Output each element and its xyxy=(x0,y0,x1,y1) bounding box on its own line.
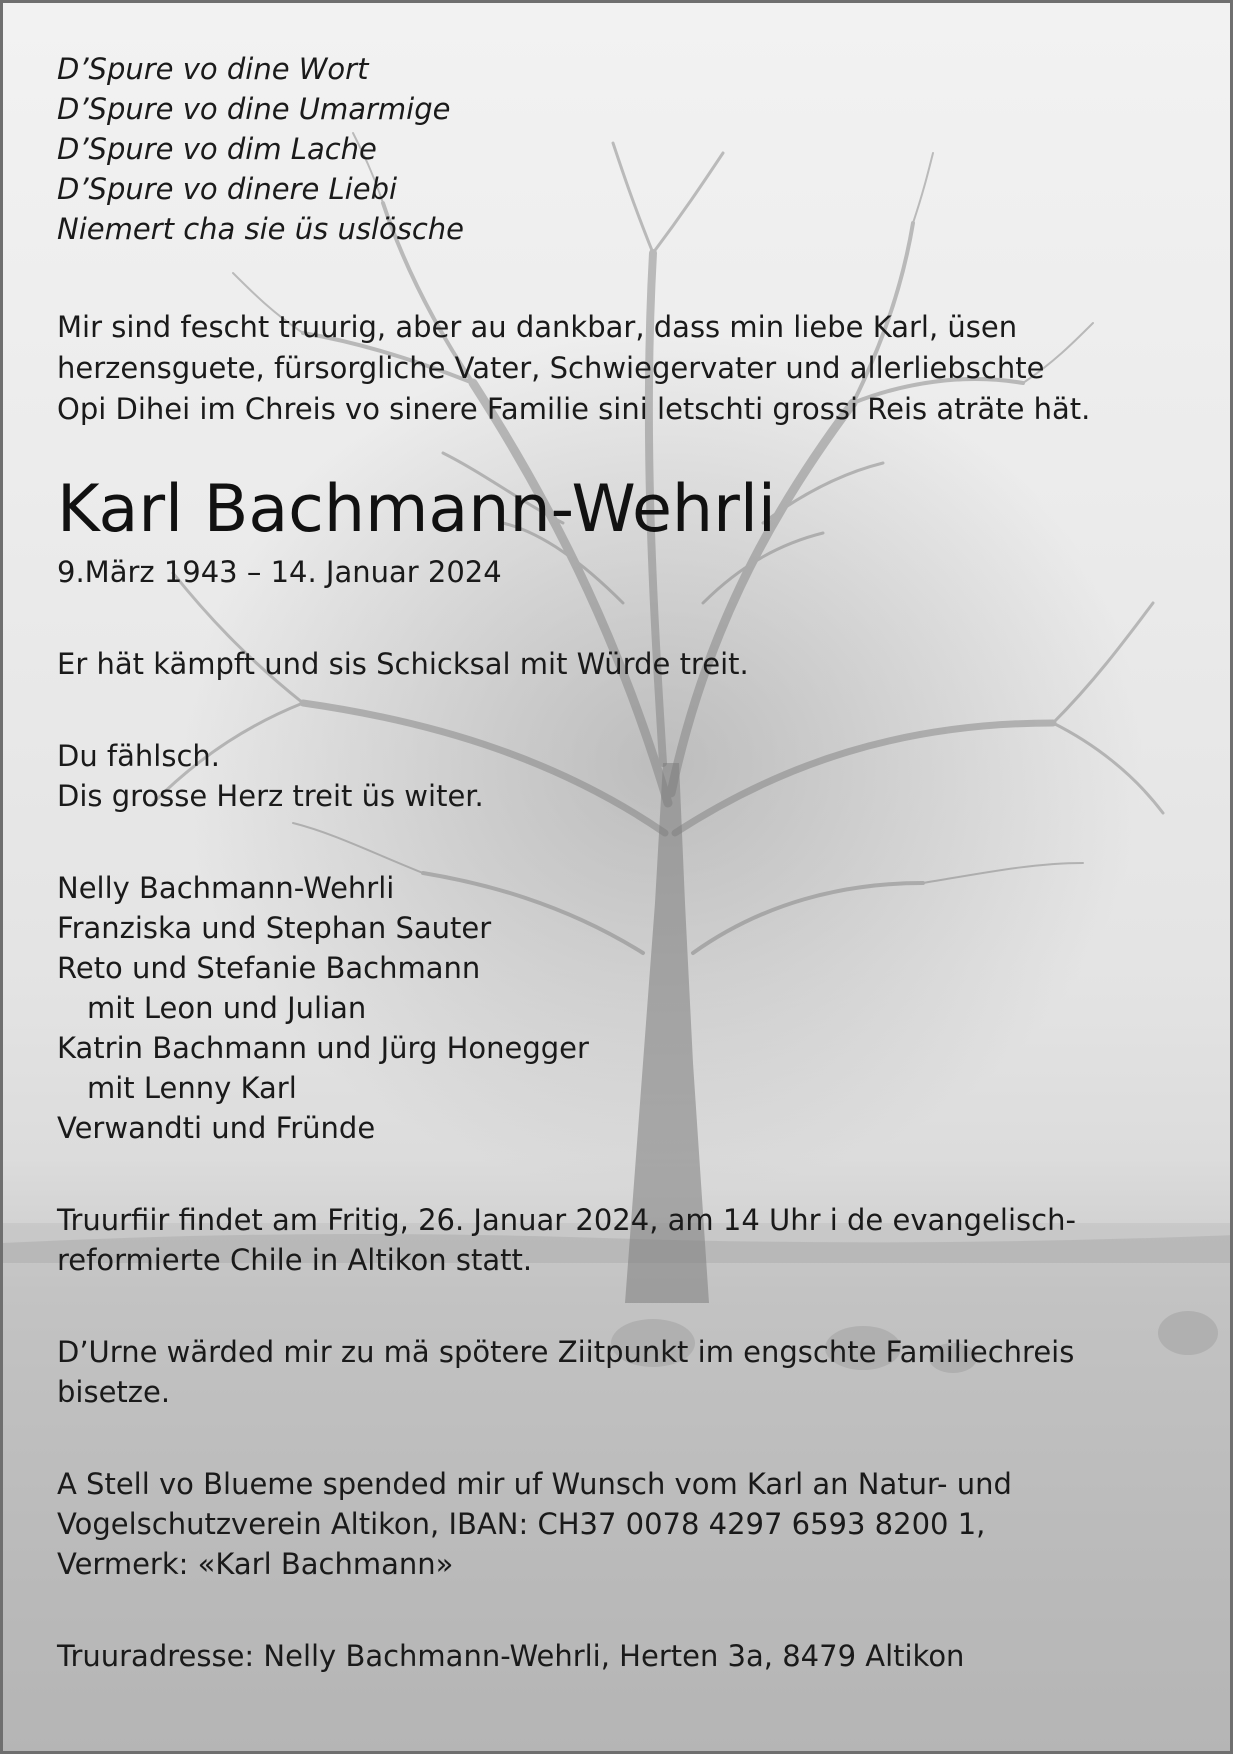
mourner-name: mit Lenny Karl xyxy=(87,1071,297,1105)
urn-notice xyxy=(57,1332,1187,1412)
motto-line: D’Spure vo dine Wort xyxy=(57,52,369,86)
urn-line: D’Urne wärded mir zu mä spötere Ziitpunkt im engschte Familiechreis xyxy=(57,1335,1075,1369)
mourner-name: Verwandti und Fründe xyxy=(57,1111,376,1145)
mourning-address: Truuradresse: Nelly Bachmann-Wehrli, Herten 3a, 8479 Altikon xyxy=(57,1639,965,1673)
mourner-name: Reto und Stefanie Bachmann xyxy=(57,951,481,985)
mourners-list xyxy=(57,868,1187,1148)
donation-line: Vermerk: «Karl Bachmann» xyxy=(57,1547,454,1581)
intro-line: herzensguete, fürsorgliche Vater, Schwiegervater und allerliebschte xyxy=(57,351,1045,385)
donation-notice xyxy=(57,1464,1187,1584)
motto-poem xyxy=(57,49,1187,249)
mourner-name: Franziska und Stephan Sauter xyxy=(57,911,492,945)
quote-line: Er hät kämpft und sis Schicksal mit Würde treit. xyxy=(57,647,749,681)
farewell-line: Dis grosse Herz treit üs witer. xyxy=(57,779,484,813)
mourner-name: Katrin Bachmann und Jürg Honegger xyxy=(57,1031,589,1065)
motto-line: D’Spure vo dinere Liebi xyxy=(57,172,398,206)
urn-line: bisetze. xyxy=(57,1375,171,1409)
donation-line: A Stell vo Blueme spended mir uf Wunsch vom Karl an Natur- und xyxy=(57,1467,1012,1501)
intro-line: Mir sind fescht truurig, aber au dankbar, dass min liebe Karl, üsen xyxy=(57,310,1018,344)
deceased-name: Karl Bachmann-Wehrli xyxy=(57,472,776,547)
funeral-notice xyxy=(57,1200,1187,1280)
motto-line: Niemert cha sie üs uslösche xyxy=(57,212,465,246)
intro-line: Opi Dihei im Chreis vo sinere Familie sini letschti grossi Reis aträte hät. xyxy=(57,392,1091,426)
obituary-text xyxy=(57,49,1187,1676)
farewell-paragraph xyxy=(57,736,1187,816)
farewell-line: Du fählsch. xyxy=(57,739,220,773)
mourner-name: Nelly Bachmann-Wehrli xyxy=(57,871,395,905)
intro-paragraph xyxy=(57,307,1187,430)
motto-line: D’Spure vo dim Lache xyxy=(57,132,377,166)
motto-line: D’Spure vo dine Umarmige xyxy=(57,92,451,126)
funeral-line: reformierte Chile in Altikon statt. xyxy=(57,1243,533,1277)
life-dates: 9.März 1943 – 14. Januar 2024 xyxy=(57,555,502,589)
funeral-line: Truurfiir findet am Fritig, 26. Januar 2024, am 14 Uhr i de evangelisch- xyxy=(57,1203,1076,1237)
donation-line: Vogelschutzverein Altikon, IBAN: CH37 0078 4297 6593 8200 1, xyxy=(57,1507,986,1541)
mourner-name: mit Leon und Julian xyxy=(87,991,367,1025)
